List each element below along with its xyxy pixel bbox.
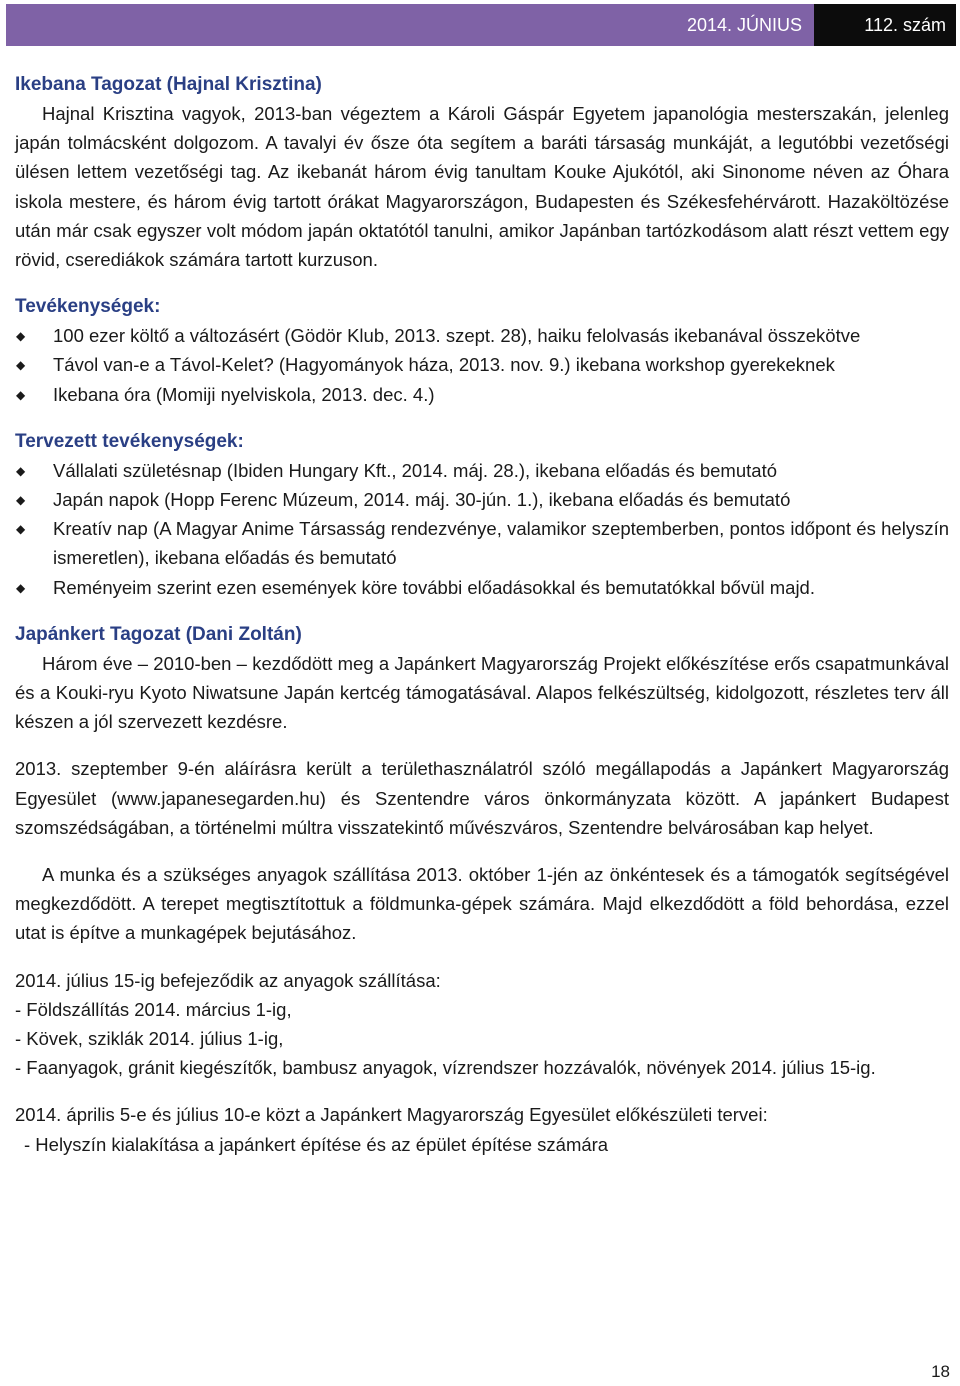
list-item: ◆ Japán napok (Hopp Ferenc Múzeum, 2014. máj. 30-jún. 1.), ikebana előadás és bemutató bbox=[15, 485, 949, 514]
list-item: ◆ Reményeim szerint ezen események köre további előadásokkal és bemutatókkal bővül majd. bbox=[15, 573, 949, 602]
diamond-bullet-icon: ◆ bbox=[16, 580, 26, 595]
diamond-bullet-icon: ◆ bbox=[16, 358, 26, 373]
list-item: ◆ Távol van-e a Távol-Kelet? (Hagyományok háza, 2013. nov. 9.) ikebana workshop gyerekeknek bbox=[15, 350, 949, 379]
plans-title: 2014. április 5-e és július 10-e közt a Japánkert Magyarország Egyesület előkészületi tervei: bbox=[15, 1104, 768, 1126]
transport-item: - Kövek, sziklák 2014. július 1-ig, bbox=[15, 1028, 284, 1050]
japankert-title: Japánkert Tagozat (Dani Zoltán) bbox=[15, 623, 302, 645]
page-header bbox=[6, 4, 956, 46]
ikebana-title: Ikebana Tagozat (Hajnal Krisztina) bbox=[15, 74, 322, 95]
diamond-bullet-icon: ◆ bbox=[16, 493, 26, 508]
diamond-bullet-icon: ◆ bbox=[16, 522, 26, 537]
header-date: 2014. JÚNIUS bbox=[6, 4, 814, 46]
diamond-bullet-icon: ◆ bbox=[16, 387, 26, 402]
ikebana-intro: Hajnal Krisztina vagyok, 2013-ban végeztem a Károli Gáspár Egyetem japanológia mesterszakán, jelenleg japán tolmácsként dolgozom. A tavalyi év ősze óta segítem a baráti társaság munkáját, a legutóbbi vezetőségi ülésen lettem vezetőségi tag. Az ikebanát három évig tanultam Kouke Ajukótól, aki Sinonome néven az Óhara iskola mestere, és három évig tartott órákat Magyarországon, Budapesten és Székesfehérvárott. Hazaköltözése után már csak egyszer volt módom japán oktatótól tanulni, amikor Japánban tartózkodásom alatt részt vettem egy rövid, cserediákok számára tartott kurzuson. bbox=[15, 103, 949, 271]
list-item: ◆ Kreatív nap (A Magyar Anime Társasság rendezvénye, valamikor szeptemberben, pontos időpont és helyszín ismeretlen), ikebana előadás és bemutató bbox=[15, 514, 949, 572]
page-number: 18 bbox=[931, 1362, 950, 1381]
transport-item: - Földszállítás 2014. március 1-ig, bbox=[15, 998, 292, 1020]
planned-title: Tervezett tevékenységek: bbox=[15, 430, 244, 452]
list-item: ◆ Vállalati születésnap (Ibiden Hungary Kft., 2014. máj. 28.), ikebana előadás és bemutató bbox=[15, 456, 949, 485]
transport-title: 2014. július 15-ig befejeződik az anyagok szállítása: bbox=[15, 969, 441, 991]
page-content bbox=[15, 70, 949, 1159]
header-issue: 112. szám bbox=[814, 4, 956, 46]
japankert-paragraph-2: 2013. szeptember 9-én aláírásra került a területhasználatról szóló megállapodás a Japánkert Magyarország Egyesület (www.japanesegarden.hu) és Szentendre város önkormányzata között. A japánkert Budapest szomszédságában, a történelmi múltra visszatekintő művészváros, Szentendre belvárosában kap helyet. bbox=[15, 758, 949, 838]
list-item: ◆ Ikebana óra (Momiji nyelviskola, 2013. dec. 4.) bbox=[15, 380, 949, 409]
japankert-paragraph-3: A munka és a szükséges anyagok szállítása 2013. október 1-jén az önkéntesek és a támogatók segítségével megkezdődött. A terepet megtisztítottuk a földmunka-gépek számára. Majd elkezdődött a föld behordása, ezzel utat is építve a munkagépek bejutásához. bbox=[15, 864, 949, 944]
planned-list bbox=[15, 456, 949, 602]
list-item: ◆ 100 ezer költő a változásért (Gödör Klub, 2013. szept. 28), haiku felolvasás ikebanával összekötve bbox=[15, 321, 949, 350]
japankert-paragraph-1: Három éve – 2010-ben – kezdődött meg a Japánkert Magyarország Projekt előkészítése erős csapatmunkával és a Kouki-ryu Kyoto Niwatsune Japán kertcég támogatásával. Alapos felkészültség, kidolgozott, részletes terv áll készen a jól szervezett kezdésre. bbox=[15, 652, 949, 733]
transport-item: - Faanyagok, gránit kiegészítők, bambusz anyagok, vízrendszer hozzávalók, növények 2014. július 15-ig. bbox=[15, 1057, 876, 1079]
plans-item: - Helyszín kialakítása a japánkert építése és az épület építése számára bbox=[24, 1133, 609, 1155]
diamond-bullet-icon: ◆ bbox=[16, 463, 26, 478]
activities-title: Tevékenységek: bbox=[15, 296, 161, 318]
diamond-bullet-icon: ◆ bbox=[16, 329, 26, 344]
activities-list bbox=[15, 321, 949, 409]
